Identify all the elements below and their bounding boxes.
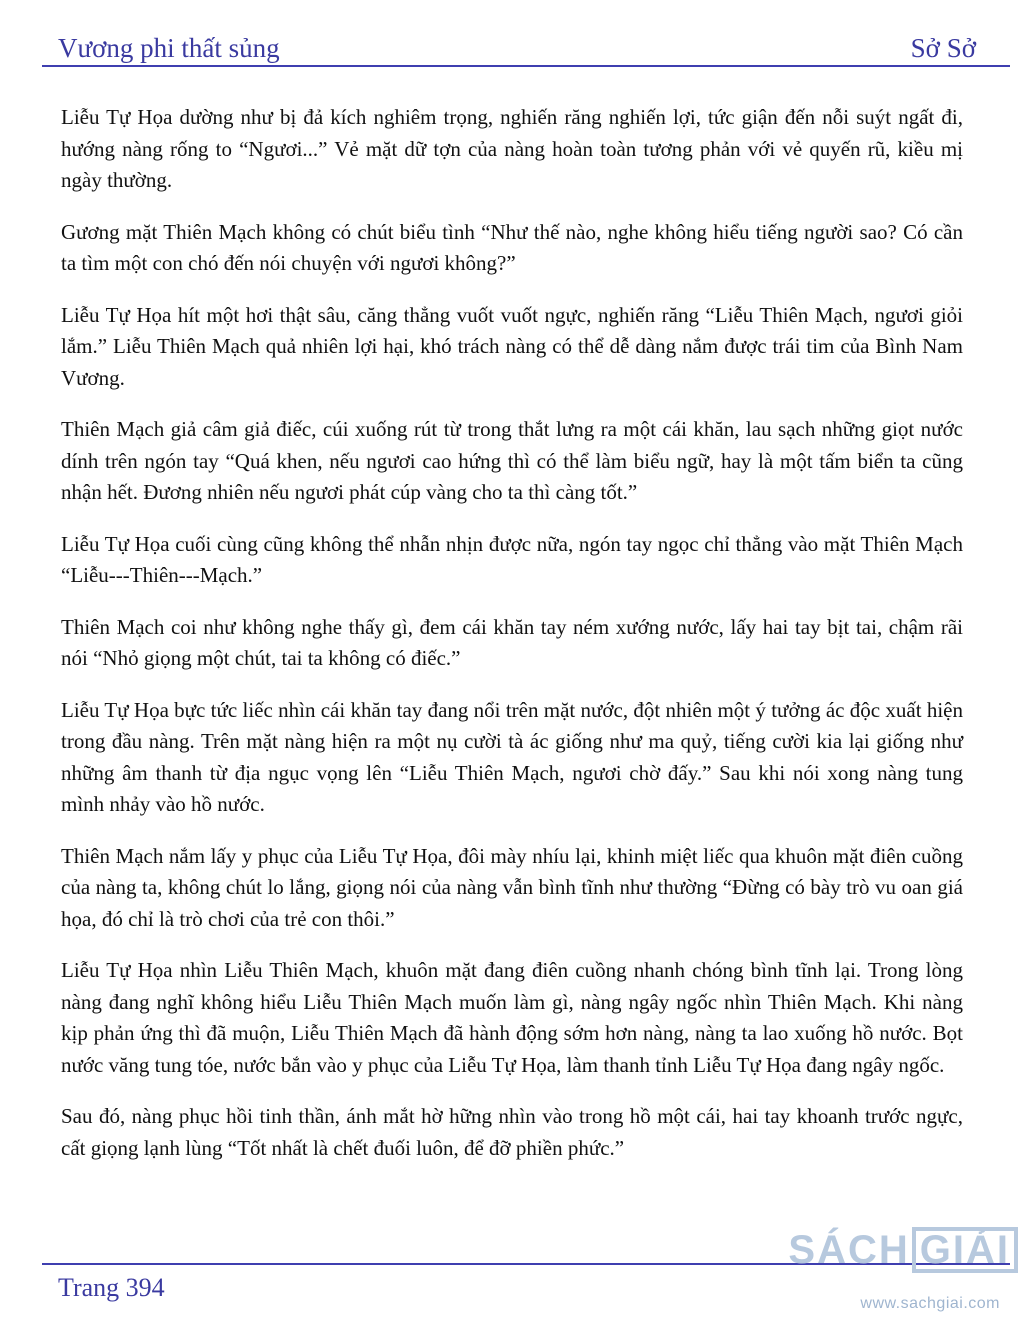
page-number: Trang 394 (58, 1273, 165, 1302)
book-title: Vương phi thất sủng (58, 33, 280, 63)
paragraph: Liễu Tự Họa bực tức liếc nhìn cái khăn tay đang nổi trên mặt nước, đột nhiên một ý tưởng ác độc xuất hiện trong đầu nàng. Trên mặt nàng hiện ra một nụ cười tà ác giống như ma quỷ, tiếng cười kia lại giống như những âm thanh từ địa ngục vọng lên “Liễu Thiên Mạch, ngươi chờ đấy.” Sau khi nói xong nàng tung mình nhảy vào hồ nước. (61, 697, 963, 816)
paragraph: Thiên Mạch coi như không nghe thấy gì, đem cái khăn tay ném xướng nước, lấy hai tay bịt tai, chậm rãi nói “Nhỏ giọng một chút, tai ta không có điếc.” (61, 614, 963, 670)
paragraph: Gương mặt Thiên Mạch không có chút biểu tình “Như thế nào, nghe không hiểu tiếng người sao? Có cần ta tìm một con chó đến nói chuyện với ngươi không?” (61, 219, 963, 275)
paragraph: Thiên Mạch nắm lấy y phục của Liễu Tự Họa, đôi mày nhíu lại, khinh miệt liếc qua khuôn mặt điên cuồng của nàng ta, không chút lo lắng, giọng nói của nàng vẫn bình tĩnh như thường “Đừng có bày trò vu oan giá họa, đó chỉ là trò chơi của trẻ con thôi.” (61, 843, 963, 931)
author-name: Sở Sở (910, 33, 976, 63)
paragraph: Liễu Tự Họa dường như bị đả kích nghiêm trọng, nghiến răng nghiến lợi, tức giận đến nỗi suýt ngất đi, hướng nàng rống to “Ngươi...” Vẻ mặt dữ tợn của nàng hoàn toàn tương phản với vẻ quyến rũ, kiều mị ngày thường. (61, 105, 963, 192)
paragraph: Liễu Tự Họa nhìn Liễu Thiên Mạch, khuôn mặt đang điên cuồng nhanh chóng bình tĩnh lại. Trong lòng nàng đang nghĩ không hiểu Liễu Thiên Mạch muốn làm gì, nàng ngây ngốc nhìn Thiên Mạch. Khi nàng kịp phản ứng thì đã muộn, Liễu Thiên Mạch đã hành động sớm hơn nàng, nàng ta lao xuống hồ nước. Bọt nước văng tung tóe, nước bắn vào y phục của Liễu Tự Họa, làm thanh tỉnh Liễu Tự Họa đang ngây ngốc. (61, 958, 963, 1077)
watermark-brand-left: SÁCH (788, 1227, 910, 1272)
watermark-brand (788, 1227, 1018, 1273)
paragraph: Liễu Tự Họa hít một hơi thật sâu, căng thẳng vuốt vuốt ngực, nghiến răng “Liễu Thiên Mạch, ngươi giỏi lắm.” Liễu Thiên Mạch quả nhiên lợi hại, khó trách nàng có thể dễ dàng nắm được trái tim của Bình Nam Vương. (61, 302, 963, 390)
paragraph: Liễu Tự Họa cuối cùng cũng không thể nhẫn nhịn được nữa, ngón tay ngọc chỉ thẳng vào mặt Thiên Mạch “Liễu---Thiên---Mạch.” (61, 531, 963, 587)
page-header (58, 24, 976, 64)
watermark-brand-boxed: GIẢI (912, 1227, 1018, 1273)
watermark-logo (788, 1227, 1018, 1322)
watermark-url: www.sachgiai.com (860, 1295, 1000, 1312)
paragraph: Thiên Mạch giả câm giả điếc, cúi xuống rút từ trong thắt lưng ra một cái khăn, lau sạch những giọt nước dính trên ngón tay “Quá khen, nếu ngươi cao hứng thì có thể làm biểu ngữ, hay là một tấm biển ta cũng nhận hết. Đương nhiên nếu ngươi phát cúp vàng cho ta thì càng tốt.” (61, 417, 963, 504)
paragraph: Sau đó, nàng phục hồi tinh thần, ánh mắt hờ hững nhìn vào trong hồ một cái, hai tay khoanh trước ngực, cất giọng lạnh lùng “Tốt nhất là chết đuối luôn, để đỡ phiền phức.” (61, 1104, 963, 1160)
page-body (61, 102, 963, 1184)
header-divider (42, 65, 1010, 67)
